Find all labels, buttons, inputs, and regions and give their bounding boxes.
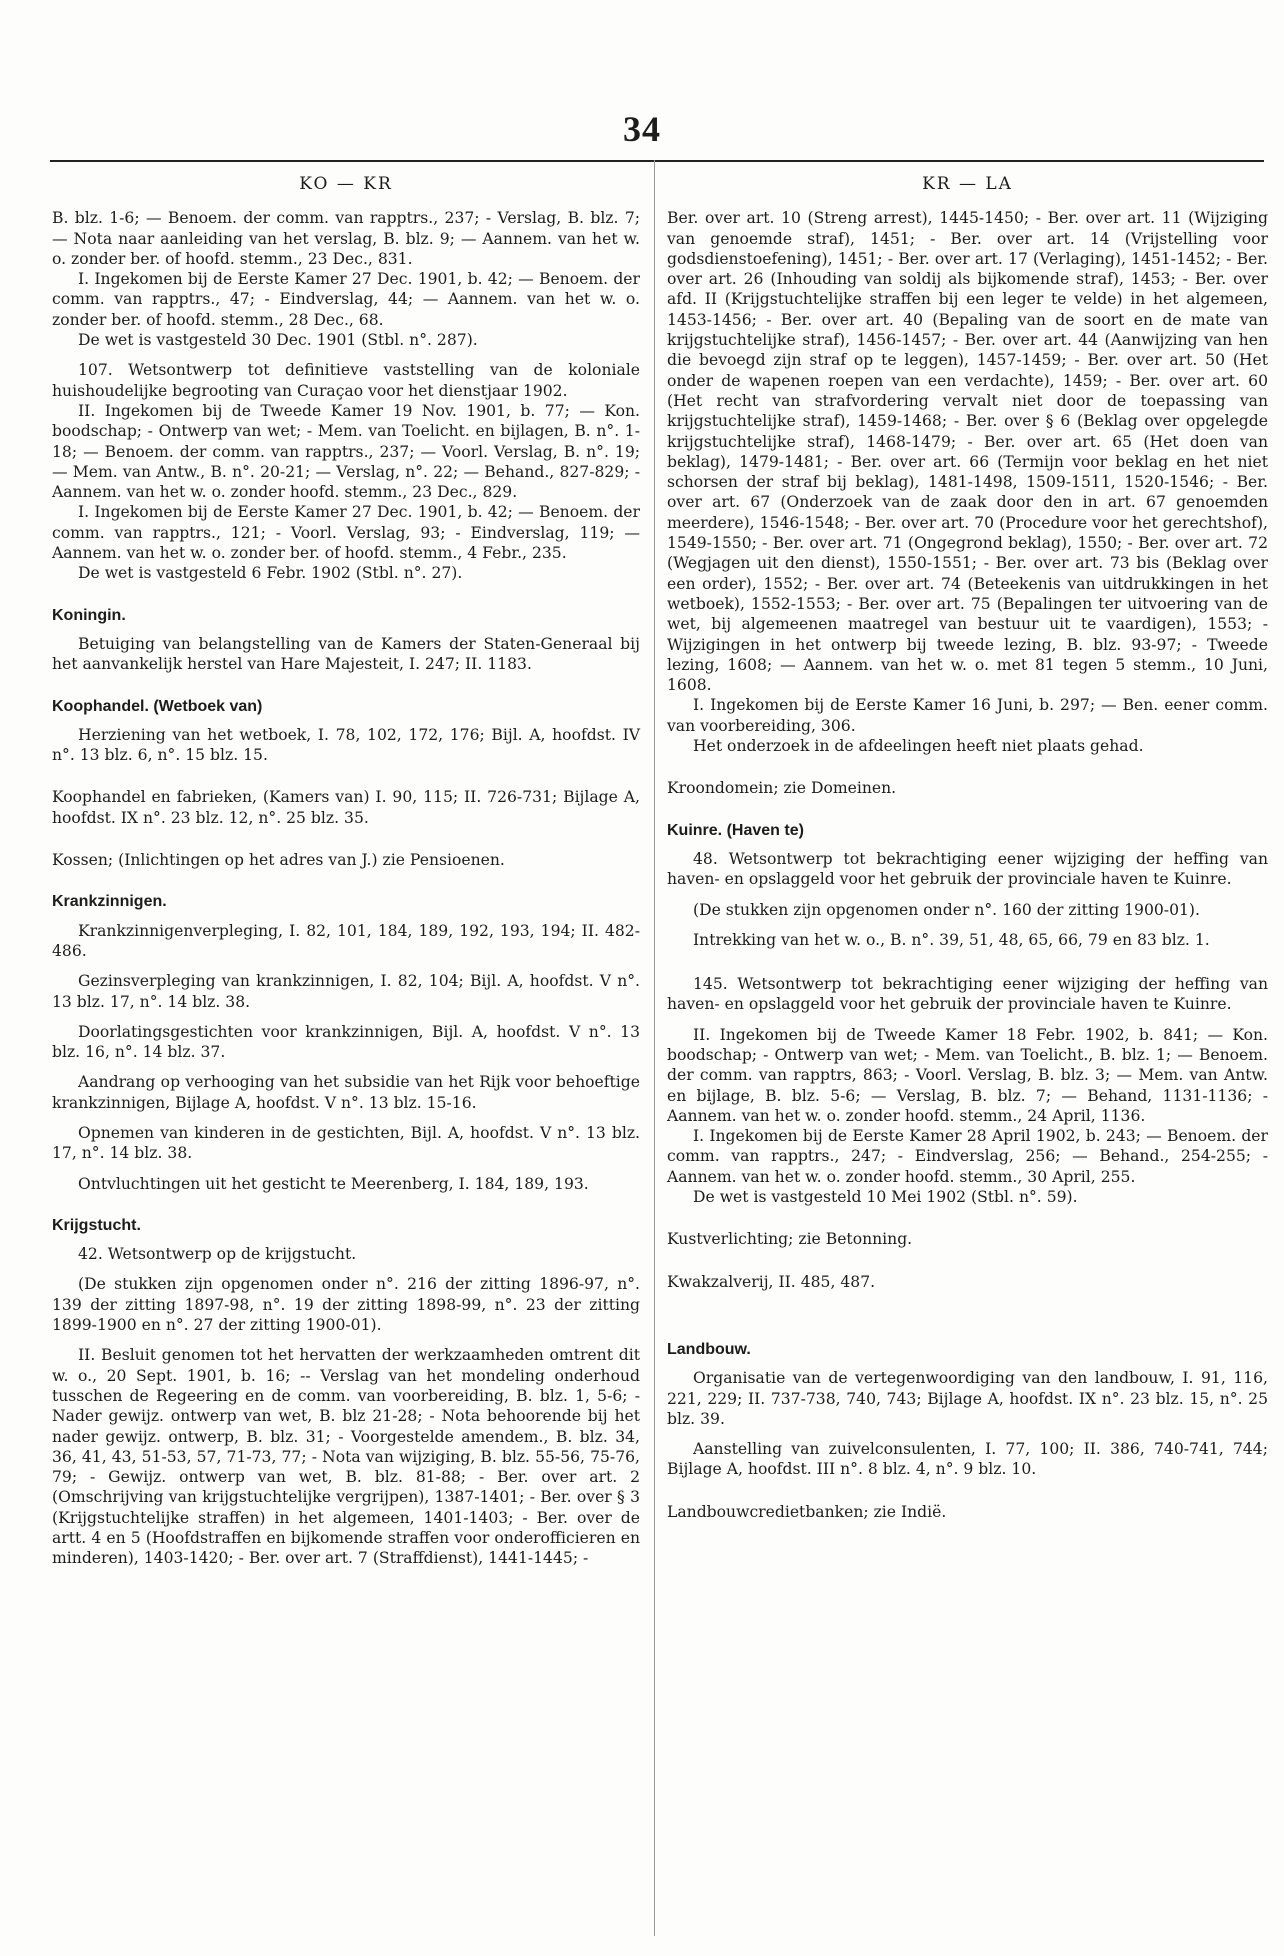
text-block: I. Ingekomen bij de Eerste Kamer 28 April 1902, b. 243; — Benoem. der comm. van rapptrs., 247; - Eindverslag, 256; — Behand., 254-255; - Aannem. van het w. o. zonder hoofd. stemm., 30 April, 255. xyxy=(667,1127,1268,1186)
index-heading: Kustverlichting; zie Betonning. xyxy=(667,1230,913,1249)
text-block: Organisatie van de vertegenwoordiging van den landbouw, I. 91, 116, 221, 229; II. 737-738, 740, 743; Bijlage A, hoofdst. IX n°. 23 blz. 15, n°. 25 blz. 39. xyxy=(667,1369,1268,1428)
text-block: Aandrang op verhooging van het subsidie van het Rijk voor behoeftige krankzinnigen, Bijlage A, hoofdst. V n°. 13 blz. 15-16. xyxy=(52,1073,640,1112)
text-block: 42. Wetsontwerp op de krijgstucht. xyxy=(78,1245,357,1264)
text-block: Gezinsverpleging van krankzinnigen, I. 82, 104; Bijl. A, hoofdst. V n°. 13 blz. 17, n°. 14 blz. 38. xyxy=(52,972,640,1011)
index-heading: Kuinre. (Haven te) xyxy=(667,821,804,839)
text-block: II. Ingekomen bij de Tweede Kamer 18 Febr. 1902, b. 841; — Kon. boodschap; - Ontwerp van wet; - Mem. van Toelicht., B. blz. 1; — Benoem. der comm. van rapptrs, 863; - Voorl. Verslag, B. blz. 3; — Mem. van Antw. en bijlage, B. blz. 5-6; — Verslag, B. blz. 7; — Behand, 1131-1136; - Aannem. van het w. o. zonder hoofd. stemm., 24 April, 1136. xyxy=(667,1025,1268,1125)
page-number: 34 xyxy=(623,109,661,149)
text-block: 107. Wetsontwerp tot definitieve vaststelling van de koloniale huishoudelijke begrooting van Curaçao voor het dienstjaar 1902. xyxy=(52,361,640,400)
index-heading: Kwakzalverij, II. 485, 487. xyxy=(667,1272,876,1291)
index-heading: Krijgstucht. xyxy=(52,1216,141,1234)
text-block: Het onderzoek in de afdeelingen heeft niet plaats gehad. xyxy=(693,737,1144,756)
text-block: I. Ingekomen bij de Eerste Kamer 27 Dec. 1901, b. 42; — Benoem. der comm. van rapptrs., 47; - Eindverslag, 44; — Aannem. van het w. o. zonder ber. of hoofd. stemm., 28 Dec., 68. xyxy=(52,270,640,329)
text-block: Intrekking van het w. o., B. n°. 39, 51, 48, 65, 66, 79 en 83 blz. 1. xyxy=(693,930,1210,949)
index-heading: Koophandel en fabrieken, (Kamers van) I. 90, 115; II. 726-731; Bijlage A, hoofdst. IX n°. 23 blz. 12, n°. 25 blz. 35. xyxy=(52,788,640,827)
text-block: 145. Wetsontwerp tot bekrachtiging eener wijziging der heffing van haven- en opslaggeld voor het gebruik der provinciale haven te Kuinre. xyxy=(667,975,1268,1014)
text-block: I. Ingekomen bij de Eerste Kamer 16 Juni, b. 297; — Ben. eener comm. van voorbereiding, 306. xyxy=(667,696,1268,735)
text-block: Doorlatingsgestichten voor krankzinnigen, Bijl. A, hoofdst. V n°. 13 blz. 16, n°. 14 blz. 37. xyxy=(52,1022,640,1062)
running-head-right: KR — LA xyxy=(922,174,1013,194)
text-block: De wet is vastgesteld 10 Mei 1902 (Stbl. n°. 59). xyxy=(693,1188,1078,1207)
index-heading: Kossen; (Inlichtingen op het adres van J.) zie Pensioenen. xyxy=(52,851,505,870)
text-block: Opnemen van kinderen in de gestichten, Bijl. A, hoofdst. V n°. 13 blz. 17, n°. 14 blz. 38. xyxy=(52,1123,640,1163)
header-rule xyxy=(50,160,1264,162)
text-block: Ontvluchtingen uit het gesticht te Meerenberg, I. 184, 189, 193. xyxy=(78,1174,589,1193)
index-heading: Koningin. xyxy=(52,606,126,624)
text-block: Betuiging van belangstelling van de Kamers der Staten-Generaal bij het aanvankelijk herstel van Hare Majesteit, I. 247; II. 1183. xyxy=(52,634,640,674)
right-column xyxy=(667,174,1268,1530)
index-heading: Koophandel. (Wetboek van) xyxy=(52,697,263,715)
text-block: 48. Wetsontwerp tot bekrachtiging eener wijziging der heffing van haven- en opslaggeld voor het gebruik der provinciale haven te Kuinre. xyxy=(667,849,1268,889)
left-column xyxy=(52,174,640,1569)
column-divider xyxy=(654,160,655,1936)
text-block: B. blz. 1-6; — Benoem. der comm. van rapptrs., 237; - Verslag, B. blz. 7; — Nota naar aanleiding van het verslag, B. blz. 9; — Aannem. van het w. o. zonder ber. of hoofd. stemm., 23 Dec., 831. xyxy=(52,209,640,268)
text-block: Herziening van het wetboek, I. 78, 102, 172, 176; Bijl. A, hoofdst. IV n°. 13 blz. 6, n°. 15 blz. 15. xyxy=(52,725,640,765)
text-block: (De stukken zijn opgenomen onder n°. 216 der zitting 1896-97, n°. 139 der zitting 1897-98, n°. 19 der zitting 1898-99, n°. 23 der zitting 1899-1900 en n°. 27 der zitting 1900-01). xyxy=(52,1275,640,1335)
index-heading: Landbouw. xyxy=(667,1340,751,1358)
text-block: Ber. over art. 10 (Streng arrest), 1445-1450; - Ber. over art. 11 (Wijziging van genoemde straf), 1451; - Ber. over art. 14 (Vrijstelling voor godsdienstoefening), 1451; - Ber. over art. 17 (Verlaging), 1451-1452; - Ber. over art. 26 (Inhouding van soldij als bijkomende straf), 1453; - Ber. over afd. II (Krijgstuchtelijke straffen bij een leger te velde) in het algemeen, 1453-1456; - Ber. over art. 40 (Bepaling van de soort en de mate van krijgstuchtelijke straf), 1456-1457; - Ber. over art. 44 (Aanwijzing van hen die bevoegd zijn straf op te leggen), 1457-1459; - Ber. over art. 50 (Het onder de wapenen roepen van een verdachte), 1459; - Ber. over art. 60 (Het recht van strafvordering vervalt niet door de toepassing van krijgstuchtelijke straf), 1459-1468; - Ber. over § 6 (Beklag over opgelegde krijgstuchtelijke straf), 1468-1479; - Ber. over art. 65 (Het doen van beklag), 1479-1481; - Ber. over art. 66 (Termijn voor beklag en het niet schorsen der straf bij beklag), 1481-1498, 1509-1511, 1520-1546; - Ber. over art. 67 (Onderzoek van de zaak door den in art. 67 genoemden meerdere), 1546-1548; - Ber. over art. 70 (Procedure voor het gerechtshof), 1549-1550; - Ber. over art. 71 (Ongegrond beklag), 1550; - Ber. over art. 72 (Wegjagen uit den dienst), 1550-1551; - Ber. over art. 73 bis (Beklag over een order), 1552; - Ber. over art. 74 (Beteekenis van uitdrukkingen in het wetboek), 1552-1553; - Ber. over art. 75 (Bepalingen ter uitvoering van de wet, bij algemeenen maatregel van bestuur uit te vaardigen), 1553; - Wijzigingen in het ontwerp bij tweede lezing, B. blz. 93-97; - Tweede lezing, 1608; — Aannem. van het w. o. met 81 tegen 5 stemm., 10 Juni, 1608. xyxy=(667,209,1268,695)
index-heading: Kroondomein; zie Domeinen. xyxy=(667,779,897,798)
text-block: De wet is vastgesteld 30 Dec. 1901 (Stbl. n°. 287). xyxy=(78,331,478,350)
text-block: Aanstelling van zuivelconsulenten, I. 77, 100; II. 386, 740-741, 744; Bijlage A, hoofdst. III n°. 8 blz. 4, n°. 9 blz. 10. xyxy=(667,1440,1268,1479)
text-block: I. Ingekomen bij de Eerste Kamer 27 Dec. 1901, b. 42; — Benoem. der comm. van rapptrs., 121; - Voorl. Verslag, 93; - Eindverslag, 119; — Aannem. van het w. o. zonder ber. of hoofd. stemm., 4 Febr., 235. xyxy=(52,503,640,563)
index-heading: Landbouwcredietbanken; zie Indië. xyxy=(667,1502,947,1521)
text-block: II. Besluit genomen tot het hervatten der werkzaamheden omtrent dit w. o., 20 Sept. 1901, b. 16; -- Verslag van het mondeling onderhoud tusschen de Regeering en de comm. van voorbereiding, B. blz. 1, 5-6; - Nader gewijz. ontwerp van wet, B. blz 21-28; - Nota behoorende bij het nader gewijz. ontwerp, B. blz. 31; - Voorgestelde amendem., B. blz. 34, 36, 41, 43, 51-53, 57, 71-73, 77; - Nota van wijziging, B. blz. 55-56, 75-76, 79; - Gewijz. ontwerp van wet, B. blz. 81-88; - Ber. over art. 2 (Omschrijving van krijgstuchtelijke vergrijpen), 1387-1401; - Ber. over § 3 (Krijgstuchtelijke straffen) in het algemeen, 1401-1403; - Ber. over de artt. 4 en 5 (Hoofdstraffen en bijkomende straffen voor onderofficieren en minderen), 1403-1420; - Ber. over art. 7 (Straffdienst), 1441-1445; - xyxy=(52,1346,640,1568)
index-heading: Krankzinnigen. xyxy=(52,893,167,911)
text-block: De wet is vastgesteld 6 Febr. 1902 (Stbl. n°. 27). xyxy=(78,564,463,583)
text-block: Krankzinnigenverpleging, I. 82, 101, 184, 189, 192, 193, 194; II. 482-486. xyxy=(52,921,640,960)
running-head-left: KO — KR xyxy=(299,174,393,194)
text-block: II. Ingekomen bij de Tweede Kamer 19 Nov. 1901, b. 77; — Kon. boodschap; - Ontwerp van wet; - Mem. van Toelicht. en bijlagen, B. n°. 1-18; — Benoem. der comm. van rapptrs., 237; — Voorl. Verslag, B. n°. 19; — Mem. van Antw., B. n°. 20-21; — Verslag, n°. 22; — Behand., 827-829; - Aannem. van het w. o. zonder hoofd. stemm., 23 Dec., 829. xyxy=(52,401,640,502)
text-block: (De stukken zijn opgenomen onder n°. 160 der zitting 1900-01). xyxy=(693,900,1200,919)
